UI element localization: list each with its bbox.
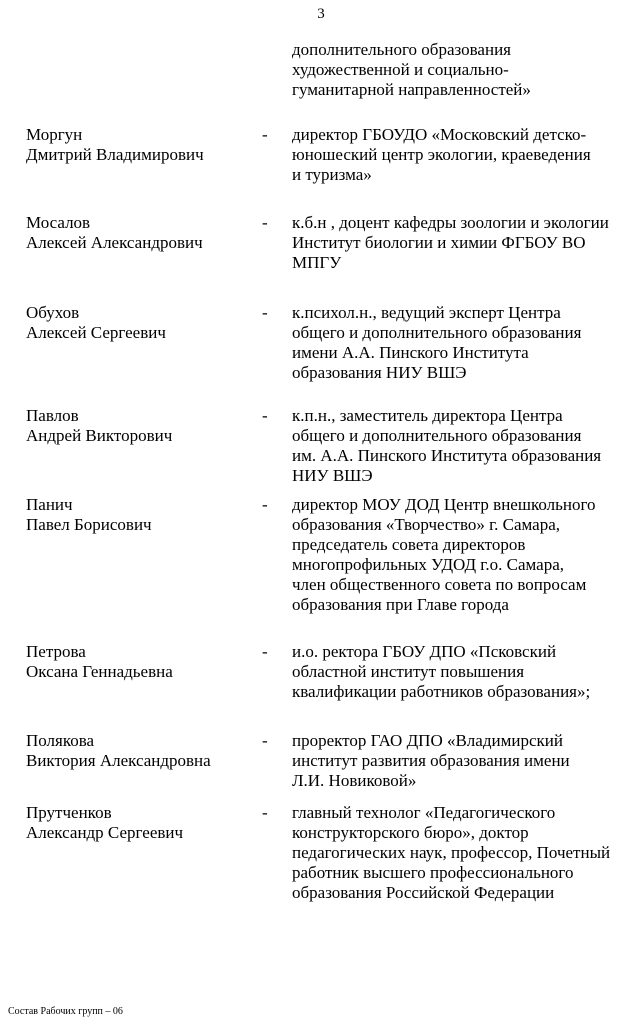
member-surname: Панич (26, 495, 73, 514)
continuation-line: художественной и социально- (292, 60, 509, 79)
description-line: областной институт повышения (292, 662, 525, 681)
member-name (26, 731, 256, 771)
dash-separator: - (262, 803, 268, 822)
member-given-names: Алексей Сергеевич (26, 323, 166, 342)
description-line: к.б.н , доцент кафедры зоологии и экологии (292, 213, 609, 232)
member-surname: Прутченков (26, 803, 112, 822)
member-surname: Полякова (26, 731, 95, 750)
description-line: образования при Главе города (292, 595, 509, 614)
description-line: образования НИУ ВШЭ (292, 363, 467, 382)
member-description (292, 642, 637, 702)
continuation-line: дополнительного образования (292, 40, 511, 59)
member-name (26, 495, 256, 535)
member-name (26, 213, 256, 253)
dash-separator: - (262, 125, 268, 144)
description-line: многопрофильных УДОД г.о. Самара, (292, 555, 564, 574)
member-given-names: Дмитрий Владимирович (26, 145, 204, 164)
description-line: им. А.А. Пинского Института образования (292, 446, 602, 465)
dash-separator: - (262, 303, 268, 322)
description-line: директор МОУ ДОД Центр внешкольного (292, 495, 596, 514)
member-given-names: Алексей Александрович (26, 233, 203, 252)
member-surname: Павлов (26, 406, 79, 425)
member-given-names: Оксана Геннадьевна (26, 662, 173, 681)
continuation-line: гуманитарной направленностей» (292, 80, 531, 99)
description-line: МПГУ (292, 253, 342, 272)
description-line: к.психол.н., ведущий эксперт Центра (292, 303, 561, 322)
description-line: общего и дополнительного образования (292, 426, 582, 445)
description-line: к.п.н., заместитель директора Центра (292, 406, 563, 425)
description-line: НИУ ВШЭ (292, 466, 373, 485)
description-line: квалификации работников образования»; (292, 682, 591, 701)
description-line: педагогических наук, профессор, Почетный (292, 843, 611, 862)
member-description (292, 125, 637, 185)
description-line: образования Российской Федерации (292, 883, 555, 902)
description-line: имени А.А. Пинского Института (292, 343, 529, 362)
description-line: образования «Творчество» г. Самара, (292, 515, 561, 534)
member-surname: Мосалов (26, 213, 91, 232)
member-name (26, 642, 256, 682)
member-description (292, 803, 637, 903)
member-description (292, 213, 637, 273)
dash-separator: - (262, 213, 268, 232)
description-line: председатель совета директоров (292, 535, 526, 554)
member-description (292, 495, 637, 615)
description-line: и.о. ректора ГБОУ ДПО «Псковский (292, 642, 557, 661)
member-surname: Моргун (26, 125, 83, 144)
description-line: и туризма» (292, 165, 372, 184)
description-line: конструкторского бюро», доктор (292, 823, 529, 842)
dash-separator: - (262, 731, 268, 750)
dash-separator: - (262, 495, 268, 514)
member-name (26, 406, 256, 446)
member-surname: Обухов (26, 303, 80, 322)
member-name (26, 803, 256, 843)
member-surname: Петрова (26, 642, 86, 661)
description-line: главный технолог «Педагогического (292, 803, 556, 822)
member-given-names: Виктория Александровна (26, 751, 211, 770)
page-number: 3 (317, 6, 325, 22)
member-description (292, 303, 637, 383)
description-line: институт развития образования имени (292, 751, 570, 770)
description-line: проректор ГАО ДПО «Владимирский (292, 731, 563, 750)
description-line: член общественного совета по вопросам (292, 575, 587, 594)
continuation-text (292, 40, 637, 100)
dash-separator: - (262, 642, 268, 661)
description-line: юношеский центр экологии, краеведения (292, 145, 591, 164)
description-line: директор ГБОУДО «Московский детско- (292, 125, 587, 144)
dash-separator: - (262, 406, 268, 425)
member-description (292, 731, 637, 791)
page-footer: Состав Рабочих групп – 06 (8, 1006, 123, 1017)
description-line: Институт биологии и химии ФГБОУ ВО (292, 233, 586, 252)
member-name (26, 125, 256, 165)
member-given-names: Павел Борисович (26, 515, 152, 534)
description-line: общего и дополнительного образования (292, 323, 582, 342)
member-description (292, 406, 637, 486)
description-line: Л.И. Новиковой» (292, 771, 417, 790)
member-given-names: Андрей Викторович (26, 426, 173, 445)
description-line: работник высшего профессионального (292, 863, 574, 882)
member-name (26, 303, 256, 343)
member-given-names: Александр Сергеевич (26, 823, 184, 842)
